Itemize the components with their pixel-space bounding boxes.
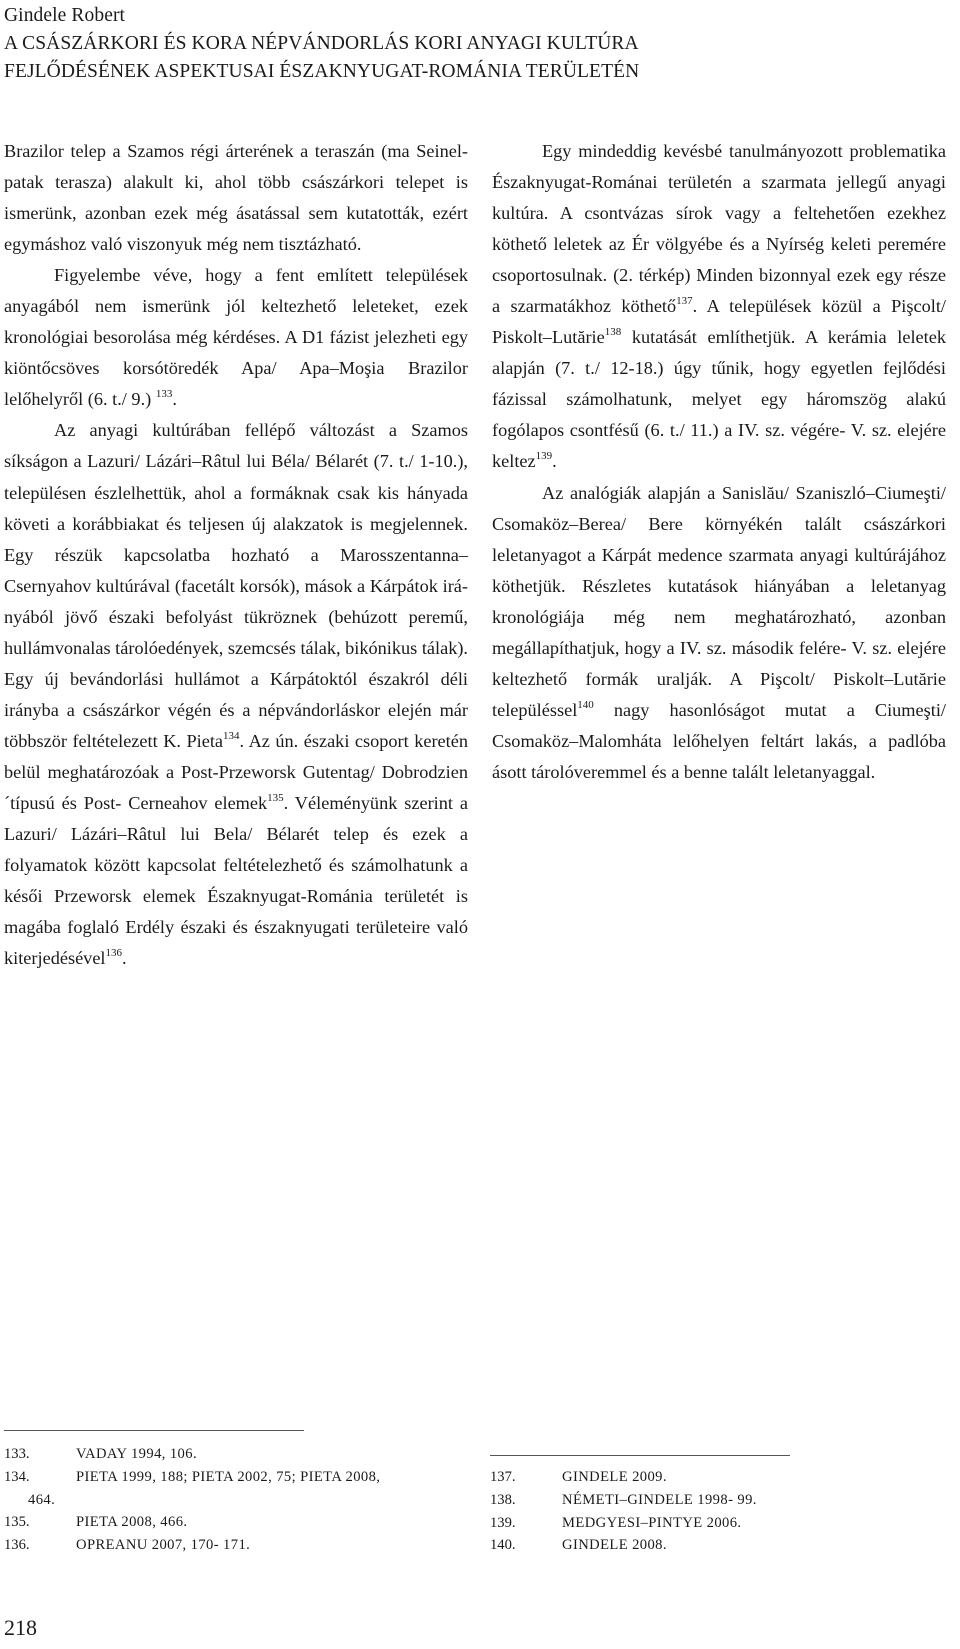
footnote: [4, 1443, 474, 1466]
footnote-number: 134.: [4, 1468, 30, 1485]
paragraph-text: .: [552, 451, 557, 472]
footnote-separator-left: [4, 1430, 304, 1431]
header-title-line-1: A CSÁSZÁRKORI ÉS KORA NÉPVÁNDORLÁS KORI ANYAGI KULTÚRA: [4, 33, 639, 54]
footnote-ref: 135: [267, 791, 284, 804]
page-number: 218: [4, 1615, 37, 1640]
footnote-text: OPREANU 2007, 170- 171.: [76, 1537, 251, 1554]
footnote-separator-right: [490, 1455, 790, 1456]
footnotes-left: [4, 1443, 474, 1557]
footnote-ref: 138: [604, 326, 622, 339]
left-column: [4, 136, 468, 974]
paragraph: [4, 260, 468, 415]
footnote-number: 140.: [490, 1537, 516, 1554]
paragraph-text: Figyelembe véve, hogy a fent említett települések anyagából nem ismerünk jól keltezhető leleteket, ezek kronológiai besorolása még kérdéses. A D1 fázist jelezheti egy kiöntőcsöves korsótöredék Apa/ Apa–Moşia Brazilor lelőhelyről (6. t./ 9.): [4, 265, 468, 410]
footnote-continuation: 464.: [28, 1491, 56, 1508]
paragraph-text: Az analógiák alapján a Sanislău/ Szaniszló–Ciumeşti/ Csomaköz–Berea/ Bere környékén talált császárkori leletanyagot a Kárpát medence szarmata anyagi kultúrájához köthetjük. Részletes kutatások hiányában a leletanyag kronológiája még nem meghatározható, azonban megállapíthatjuk, hogy a IV. sz. második felére- V. sz. elejére keltezhető formák uralják. A Pişcolt/ Piskolt–Lutărie településsel: [492, 482, 946, 720]
footnote-text: GINDELE 2008.: [562, 1537, 667, 1554]
footnote-text: NÉMETI–GINDELE 1998- 99.: [562, 1491, 757, 1508]
paragraph-text: . Az ún. északi csoport keretén belül meghatározóak a Post-Przeworsk Gutentag/ Dobrodzien´típusú és Post- Cerneahov elemek: [4, 730, 468, 813]
running-header: [4, 2, 944, 86]
footnote-number: 133.: [4, 1446, 30, 1462]
footnote-text: PIETA 1999, 188; PIETA 2002, 75; PIETA 2008,: [76, 1468, 381, 1485]
paragraph-text: kutatását említhetjük. A kerámia leletek alapján (7. t./ 12-18.) úgy tűnik, hogy egyetlen fejlődési fázissal számolhatunk, melyet egy háromszög alakú fogólapos csontfésű (6. t./ 11.) a IV. sz. végére- V. sz. elejére keltez: [492, 327, 946, 472]
footnote-ref: 139: [535, 450, 553, 463]
footnote-text: GINDELE 2009.: [562, 1469, 667, 1485]
footnote-ref: 140: [577, 698, 594, 711]
right-column: [492, 136, 946, 788]
paragraph-text: . Véleményünk szerint a Lazuri/ Lázári–Râtul lui Bela/ Bélarét telep és ezek a folyamatok között kapcsolat feltételezhető és számolhatunk a késői Przeworsk elemek Északnyugat-Románia területét is magába foglaló Erdély északi és északnyugati területeire való kiterjedésével: [4, 792, 468, 969]
footnote-ref: 134: [223, 729, 240, 742]
footnote-text: PIETA 2008, 466.: [76, 1514, 188, 1531]
paragraph: [4, 415, 468, 974]
footnote-number: 139.: [490, 1514, 516, 1531]
footnote-ref: 137: [676, 295, 693, 308]
paragraph-text: Brazilor telep a Szamos régi árterének a teraszán (ma Seinel-patak terasza) alakult ki, ahol több császárkori telepet is ismerünk, azonban ezek még ásatással sem kutatották, ezért egymáshoz való viszonyuk még nem tisztázható.: [4, 141, 468, 255]
paragraph-text: nagy hasonlóságot mutat a Ciumeşti/ Csomaköz–Malomháta lelőhelyen feltárt lakás, a padlóba ásott tárolóveremmel és a benne talált leletanyaggal.: [492, 699, 946, 782]
footnote: [490, 1489, 930, 1512]
footnote: [4, 1534, 474, 1557]
paragraph-text: Egy mindeddig kevésbé tanulmányozott problematika Északnyugat-Románai területén a szarmata jellegű anyagi kultúra. A csontvázas sírok vagy a feltehetően ezekhez köthető leletek az Ér völgyébe és a Nyírség keleti peremére csoportosulnak. (2. térkép) Minden bizonnyal ezek egy része a szarmatákhoz köthető: [492, 141, 946, 317]
header-title-line-2: FEJLŐDÉSÉNEK ASPEKTUSAI ÉSZAKNYUGAT-ROMÁNIA TERÜLETÉN: [4, 61, 640, 82]
footnote-number: 138.: [490, 1491, 516, 1508]
footnote-ref: 136: [105, 947, 123, 960]
paragraph-text: . A települések közül a Pişcolt/ Piskolt–Lutărie: [492, 296, 946, 348]
paragraph-text: .: [122, 948, 127, 969]
paragraph: [492, 478, 946, 788]
footnote-ref: 133: [155, 388, 173, 401]
footnote-number: 137.: [490, 1469, 516, 1485]
paragraph: [4, 136, 468, 260]
footnote-number: 135.: [4, 1514, 30, 1531]
footnote: [490, 1466, 930, 1489]
footnote-text: MEDGYESI–PINTYE 2006.: [562, 1514, 742, 1531]
paragraph-text: .: [172, 389, 177, 410]
footnote-number: 136.: [4, 1537, 30, 1554]
author-name: Gindele Robert: [4, 5, 126, 26]
footnote-text: VADAY 1994, 106.: [76, 1446, 198, 1462]
paragraph-text: Az anyagi kultúrában fellépő változást a Szamos síkságon a Lazuri/ Lázári–Râtul lui Béla/ Bélarét (7. t./ 1-10.), településen észlelhettük, ahol a formáknak csak kis hányada követi a korábbiakat és teljesen új alakzatok is megjelennek. Egy részük kapcsolatba hozható a Marosszentanna–Csernyahov kultúrával (facetált korsók), mások a Kárpátok irányából jövő északi befolyást tükröznek (behúzott peremű, hullámvonalas tárolóedények, szemcsés tálak, bikónikus tálak). Egy új bevándorlási hullámot a Kárpátoktól északról déli irányba a császárkor végén és a népvándorláskor elején már többször feltételezett K. Pieta: [4, 420, 469, 751]
footnote: [490, 1512, 930, 1535]
paragraph: [492, 136, 946, 478]
footnote: [4, 1466, 474, 1489]
footnote: [4, 1511, 474, 1534]
footnotes-right: [490, 1466, 930, 1557]
footnote: [490, 1534, 930, 1557]
